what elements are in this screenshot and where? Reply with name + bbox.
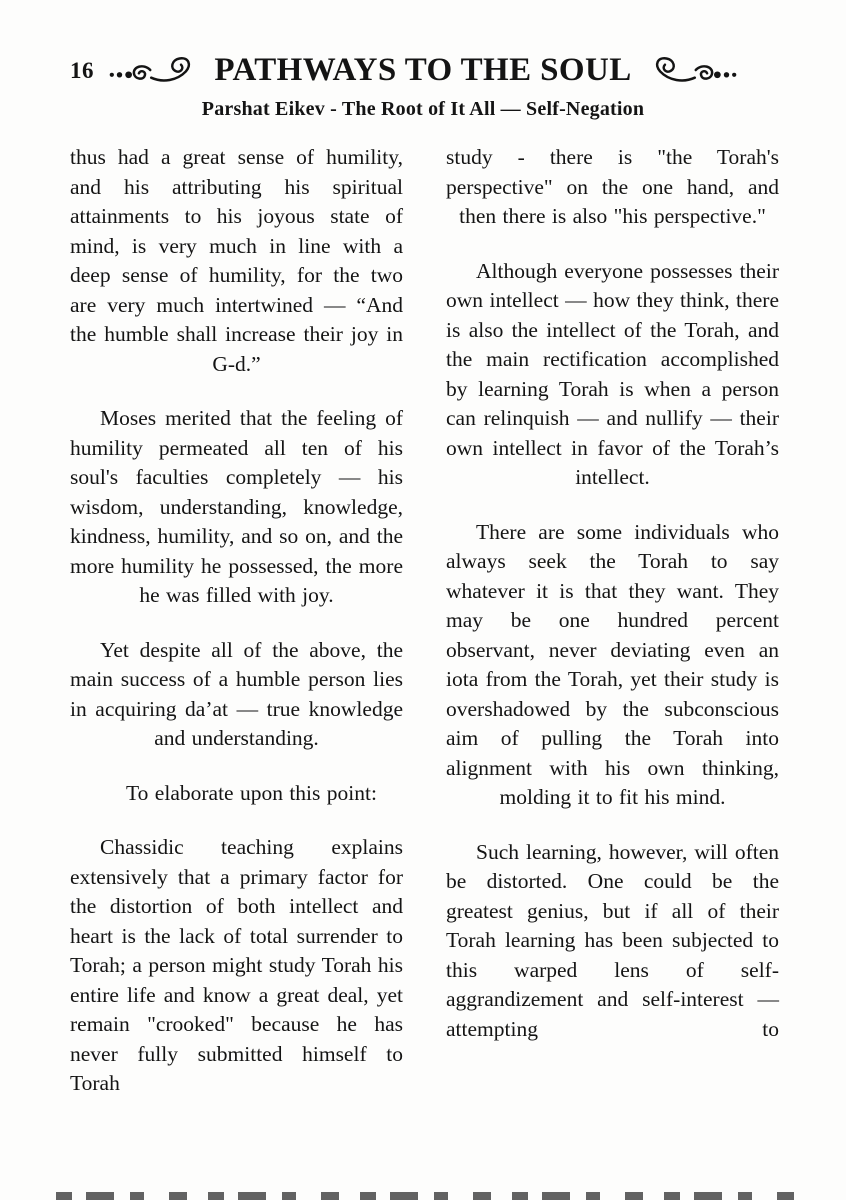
paragraph: Chassidic teaching explains extensively that a primary factor for the distortion of both intellect and heart is the lack of total surrender to Torah; a person might study Torah his entire life and know a great deal, yet remain "crooked" because he has never fully submitted himself to Torah [70,835,403,1095]
paragraph: thus had a great sense of humility, and his attributing his spiritual attainments to his joyous state of mind, is very much in line with a deep sense of humility, for the two are very much intertwined — “And the humble shall increase their joy in G-d.” [70,145,403,376]
column-left [70,143,403,1099]
column-right [446,143,779,1099]
paragraph: study - there is "the Torah's perspective" on the one hand, and then there is also "his perspective." [446,145,779,228]
paragraph: There are some individuals who always seek the Torah to say whatever it is that they want. They may be one hundred percent observant, never deviating even an iota from the Torah, yet their study is overshadowed by the subconscious aim of pulling the Torah into alignment with his own thinking, molding it to fit his mind. [446,519,779,809]
paragraph: Such learning, however, will often be distorted. One could be the greatest genius, but if all of their Torah learning has been subjected to this warped lens of self-aggrandizement and self-interest — attempting to [446,839,779,1041]
text-body [70,143,779,1099]
book-title: PATHWAYS TO THE SOUL [214,52,632,88]
scroll-flourish-icon-mirrored [639,55,739,85]
chapter-subtitle: Parshat Eikev - The Root of It All — Self-Negation [201,98,645,120]
page-number: 16 [70,58,94,83]
paragraph: Moses merited that the feeling of humility permeated all ten of his soul's faculties completely — his wisdom, understanding, knowledge, kindness, humility, and so on, and the more humility he possessed, the more he was filled with joy. [70,406,403,607]
paragraph: Yet despite all of the above, the main success of a humble person lies in acquiring da’at — true knowledge and understanding. [70,637,403,750]
paragraph: To elaborate upon this point: [126,780,377,805]
scroll-flourish-icon [107,55,207,85]
page-header [0,50,846,90]
paragraph: Although everyone possesses their own intellect — how they think, there is also the intellect of the Torah, and the main rectification accomplished by learning Torah is when a person can relinquish — and nullify — their own intellect in favor of the Torah’s intellect. [446,258,779,489]
next-page-text-edge [56,1192,794,1200]
